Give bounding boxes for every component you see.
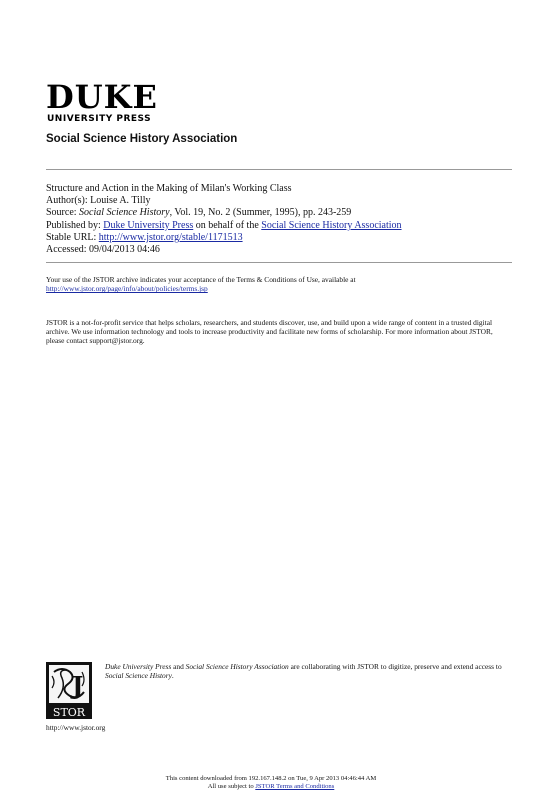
accessed-date: 09/04/2013 04:46 bbox=[89, 244, 160, 256]
association-link[interactable]: Social Science History Association bbox=[261, 219, 402, 231]
about-jstor-paragraph: JSTOR is a not-for-profit service that helps scholars, researchers, and students discover, use, and build upon a wide range of content in a trusted digital archive. We use information technology and tools to increase productivity and facilitate new forms of scholarship. For more information about JSTOR, please contact support@jstor.org. bbox=[46, 318, 493, 346]
jstor-logo-text: STOR bbox=[52, 706, 86, 719]
jstor-logo bbox=[46, 662, 92, 719]
top-divider bbox=[46, 169, 512, 170]
duke-logo-text: DUKE bbox=[46, 78, 158, 116]
terms-paragraph bbox=[46, 275, 512, 293]
article-title: Structure and Action in the Making of Milan's Working Class bbox=[46, 183, 292, 194]
author-label: Author(s): bbox=[46, 195, 88, 207]
source-details: , Vol. 19, No. 2 (Summer, 1995), pp. 243-259 bbox=[169, 207, 352, 219]
stable-url-link[interactable]: http://www.jstor.org/stable/1171513 bbox=[98, 231, 243, 243]
collab-journal: Social Science History bbox=[105, 671, 172, 681]
published-label: Published by: bbox=[46, 219, 101, 231]
author-line bbox=[46, 195, 402, 207]
published-mid: on behalf of the bbox=[195, 219, 259, 231]
collab-and: and bbox=[173, 662, 184, 671]
duke-university-press-logo bbox=[46, 78, 158, 124]
terms-text: Your use of the JSTOR archive indicates your acceptance of the Terms & Conditions of Use, available at bbox=[46, 275, 356, 284]
jstor-url: http://www.jstor.org bbox=[46, 723, 106, 732]
accessed-line bbox=[46, 244, 402, 256]
author-name: Louise A. Tilly bbox=[90, 195, 151, 207]
collab-end: . bbox=[171, 671, 174, 681]
accessed-label: Accessed: bbox=[46, 244, 87, 256]
publisher-link[interactable]: Duke University Press bbox=[103, 219, 194, 231]
source-label: Source: bbox=[46, 207, 77, 219]
stable-url-line bbox=[46, 232, 402, 244]
published-line bbox=[46, 220, 402, 232]
terms-link[interactable]: http://www.jstor.org/page/info/about/policies/terms.jsp bbox=[46, 284, 208, 294]
article-metadata bbox=[46, 183, 402, 256]
collab-text: are collaborating with JSTOR to digitize, preserve and extend access to bbox=[290, 662, 502, 671]
stable-url-label: Stable URL: bbox=[46, 231, 97, 243]
download-notice: This content downloaded from 192.167.148.2 on Tue, 9 Apr 2013 04:46:44 AM bbox=[165, 775, 377, 782]
collaboration-statement bbox=[105, 662, 515, 680]
source-line bbox=[46, 207, 402, 219]
publisher-name: Social Science History Association bbox=[46, 133, 238, 145]
duke-logo-subtext: UNIVERSITY PRESS bbox=[47, 114, 152, 124]
terms-notice bbox=[0, 783, 542, 791]
terms-prefix: All use subject to bbox=[207, 783, 254, 790]
collab-publisher1: Duke University Press bbox=[105, 662, 172, 671]
middle-divider bbox=[46, 262, 512, 263]
svg-text:J: J bbox=[72, 671, 84, 700]
source-journal: Social Science History bbox=[79, 207, 170, 219]
footer-terms-link[interactable]: JSTOR Terms and Conditions bbox=[255, 783, 335, 790]
collab-publisher2: Social Science History Association bbox=[185, 662, 289, 671]
